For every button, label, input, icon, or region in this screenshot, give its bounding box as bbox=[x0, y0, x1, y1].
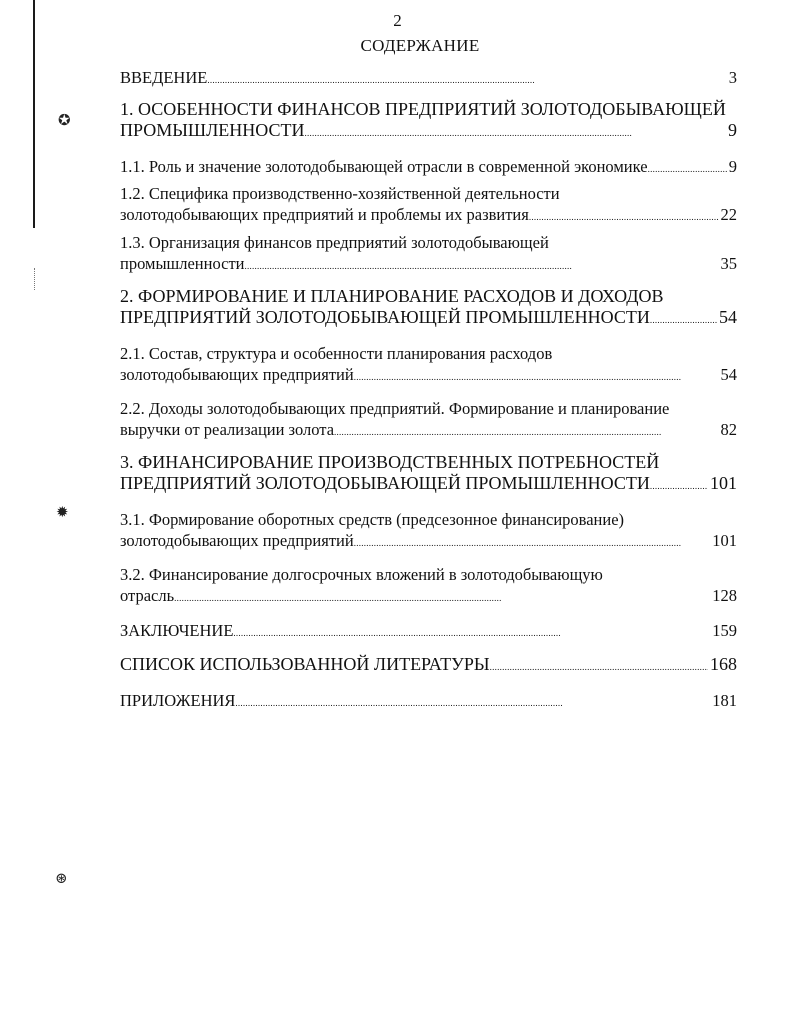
toc-entry-title: ВВЕДЕНИЕ bbox=[120, 68, 208, 87]
toc-entry-references[interactable] bbox=[120, 654, 737, 678]
toc-title: СОДЕРЖАНИЕ bbox=[360, 36, 480, 55]
scan-edge-dots bbox=[34, 268, 36, 290]
toc-entry-page: 128 bbox=[712, 586, 737, 605]
toc-entry-page: 54 bbox=[719, 307, 737, 327]
toc-entry-2-2[interactable] bbox=[120, 398, 737, 443]
dot-leader bbox=[235, 690, 710, 714]
dot-leader bbox=[207, 67, 726, 91]
toc-entry-1-3[interactable] bbox=[120, 232, 737, 277]
toc-entry-page: 168 bbox=[710, 654, 737, 674]
toc-entry-conclusion[interactable] bbox=[120, 620, 737, 644]
dot-leader bbox=[529, 204, 719, 228]
toc-entry-title: 2.2. Доходы золотодобывающих предприятий. Формирование и планирование bbox=[120, 399, 670, 418]
toc-entry-title: 1.1. Роль и значение золотодобывающей отрасли в современной экономике bbox=[120, 157, 648, 176]
toc-entry-title-cont: ПРЕДПРИЯТИЙ ЗОЛОТОДОБЫВАЮЩЕЙ ПРОМЫШЛЕННОСТИ bbox=[120, 473, 650, 493]
toc-entry-title-cont: ПРЕДПРИЯТИЙ ЗОЛОТОДОБЫВАЮЩЕЙ ПРОМЫШЛЕННОСТИ bbox=[120, 307, 650, 327]
toc-entry-title: 1. ОСОБЕННОСТИ ФИНАНСОВ ПРЕДПРИЯТИЙ ЗОЛОТОДОБЫВАЮЩЕЙ bbox=[120, 99, 726, 119]
toc-entry-page: 101 bbox=[712, 531, 737, 550]
toc-entry-title: 1.3. Организация финансов предприятий золотодобывающей bbox=[120, 233, 549, 252]
punch-hole-mark-icon: ✹ bbox=[56, 505, 69, 521]
dot-leader bbox=[354, 530, 711, 554]
toc-entry-title-cont: золотодобывающих предприятий и проблемы их развития bbox=[120, 205, 529, 224]
dot-leader bbox=[354, 364, 719, 388]
toc-entry-3-2[interactable] bbox=[120, 564, 737, 609]
toc-entry-chapter-2[interactable] bbox=[120, 286, 737, 331]
dot-leader bbox=[650, 473, 708, 497]
dot-leader bbox=[648, 156, 727, 180]
toc-entry-page: 54 bbox=[720, 365, 737, 384]
toc-entry-title: СПИСОК ИСПОЛЬЗОВАННОЙ ЛИТЕРАТУРЫ bbox=[120, 654, 490, 674]
dot-leader bbox=[490, 654, 708, 678]
toc-entry-title: 2.1. Состав, структура и особенности планирования расходов bbox=[120, 344, 553, 363]
dot-leader bbox=[245, 253, 719, 277]
toc-entry-3-1[interactable] bbox=[120, 509, 737, 554]
toc-entry-page: 9 bbox=[728, 157, 737, 176]
toc-entry-appendices[interactable] bbox=[120, 690, 737, 714]
toc-entry-chapter-1[interactable] bbox=[120, 99, 737, 144]
toc-entry-page: 9 bbox=[728, 120, 737, 140]
toc-entry-title: 3. ФИНАНСИРОВАНИЕ ПРОИЗВОДСТВЕННЫХ ПОТРЕБНОСТЕЙ bbox=[120, 452, 660, 472]
toc-entry-page: 22 bbox=[720, 205, 737, 224]
toc-entry-page: 35 bbox=[720, 254, 737, 273]
punch-hole-mark-icon: ⊛ bbox=[55, 871, 68, 887]
toc-entry-page: 3 bbox=[728, 68, 737, 87]
punch-hole-mark-icon: ✪ bbox=[58, 113, 71, 129]
toc-entry-title: ЗАКЛЮЧЕНИЕ bbox=[120, 621, 234, 640]
toc-entry-page: 101 bbox=[710, 473, 737, 493]
toc-entry-chapter-3[interactable] bbox=[120, 452, 737, 497]
dot-leader bbox=[174, 585, 710, 609]
toc-entry-title-cont: отрасль bbox=[120, 586, 175, 605]
dot-leader bbox=[233, 620, 710, 644]
toc-entry-page: 181 bbox=[712, 691, 737, 710]
dot-leader bbox=[334, 419, 718, 443]
dot-leader bbox=[305, 120, 726, 144]
toc-entry-title: 3.1. Формирование оборотных средств (предсезонное финансирование) bbox=[120, 510, 625, 529]
toc-entry-title: 1.2. Специфика производственно-хозяйственной деятельности bbox=[120, 184, 560, 203]
toc-entry-2-1[interactable] bbox=[120, 343, 737, 388]
toc-entry-title: ПРИЛОЖЕНИЯ bbox=[120, 691, 236, 710]
toc-entry-title-cont: золотодобывающих предприятий bbox=[120, 531, 354, 550]
scan-edge-line bbox=[33, 0, 35, 228]
toc-entry-title-cont: промышленности bbox=[120, 254, 245, 273]
toc-entry-title-cont: ПРОМЫШЛЕННОСТИ bbox=[120, 120, 305, 140]
page-number: 2 bbox=[393, 11, 402, 30]
toc-entry-1-1[interactable] bbox=[120, 156, 737, 180]
toc-entry-title: 2. ФОРМИРОВАНИЕ И ПЛАНИРОВАНИЕ РАСХОДОВ И ДОХОДОВ bbox=[120, 286, 664, 306]
toc-entry-title-cont: выручки от реализации золота bbox=[120, 420, 335, 439]
toc-entry-page: 82 bbox=[720, 420, 737, 439]
dot-leader bbox=[650, 307, 717, 331]
toc-entry-title-cont: золотодобывающих предприятий bbox=[120, 365, 354, 384]
toc-entry-1-2[interactable] bbox=[120, 183, 737, 228]
toc-entry-introduction[interactable] bbox=[120, 67, 737, 91]
toc-entry-title: 3.2. Финансирование долгосрочных вложений в золотодобывающую bbox=[120, 565, 603, 584]
toc-entry-page: 159 bbox=[712, 621, 737, 640]
